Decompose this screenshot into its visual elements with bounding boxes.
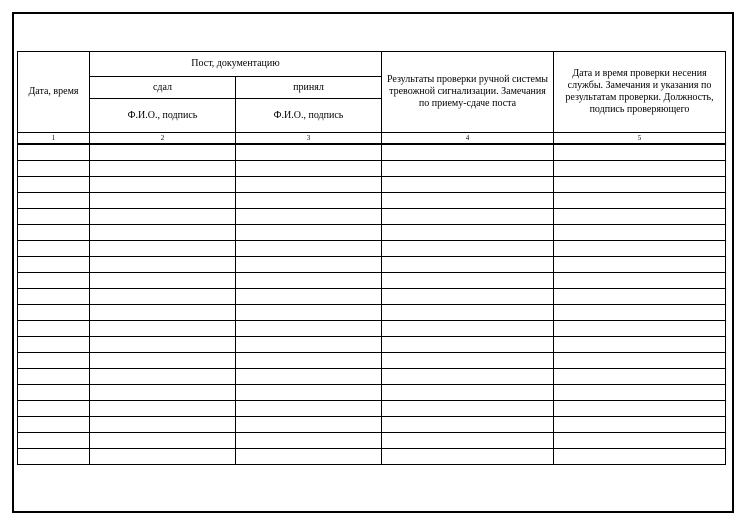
table-row <box>18 385 726 401</box>
table-cell[interactable] <box>382 257 554 273</box>
table-cell[interactable] <box>18 177 90 193</box>
handed-fio-label: Ф.И.О., подпись <box>127 109 198 121</box>
table-cell[interactable] <box>382 353 554 369</box>
table-cell[interactable] <box>382 337 554 353</box>
table-cell[interactable] <box>90 289 236 305</box>
table-row <box>18 433 726 449</box>
table-cell[interactable] <box>382 369 554 385</box>
table-cell[interactable] <box>236 241 382 257</box>
table-cell[interactable] <box>90 257 236 273</box>
table-row <box>18 353 726 369</box>
table-cell[interactable] <box>90 241 236 257</box>
column-number: 3 <box>236 133 382 145</box>
duty-log-table <box>17 51 726 465</box>
table-cell[interactable] <box>90 401 236 417</box>
column-number: 4 <box>382 133 554 145</box>
table-cell[interactable] <box>554 401 726 417</box>
table-cell[interactable] <box>18 225 90 241</box>
table-cell[interactable] <box>554 144 726 161</box>
date-time-header <box>18 52 90 133</box>
table-cell[interactable] <box>554 369 726 385</box>
table-cell[interactable] <box>554 305 726 321</box>
table-cell[interactable] <box>554 337 726 353</box>
table-cell[interactable] <box>554 209 726 225</box>
check-results-header <box>382 52 554 133</box>
table-cell[interactable] <box>382 449 554 465</box>
table-row <box>18 417 726 433</box>
table-cell[interactable] <box>90 177 236 193</box>
table-cell[interactable] <box>382 305 554 321</box>
received-header <box>236 77 382 99</box>
table-cell[interactable] <box>18 417 90 433</box>
table-cell[interactable] <box>236 257 382 273</box>
table-cell[interactable] <box>90 144 236 161</box>
table-cell[interactable] <box>18 305 90 321</box>
table-cell[interactable] <box>90 161 236 177</box>
received-fio-label: Ф.И.О., подпись <box>273 109 344 121</box>
table-cell[interactable] <box>382 241 554 257</box>
table-cell[interactable] <box>90 337 236 353</box>
table-cell[interactable] <box>554 321 726 337</box>
table-cell[interactable] <box>554 417 726 433</box>
table-cell[interactable] <box>236 449 382 465</box>
header-row-1 <box>18 52 726 77</box>
table-cell[interactable] <box>554 273 726 289</box>
table-cell[interactable] <box>90 193 236 209</box>
table-cell[interactable] <box>236 385 382 401</box>
table-cell[interactable] <box>382 225 554 241</box>
table-cell[interactable] <box>236 401 382 417</box>
column-number: 1 <box>18 133 90 145</box>
table-cell[interactable] <box>554 385 726 401</box>
table-cell[interactable] <box>382 161 554 177</box>
table-cell[interactable] <box>236 433 382 449</box>
table-cell[interactable] <box>236 369 382 385</box>
table-cell[interactable] <box>18 321 90 337</box>
table-cell[interactable] <box>382 177 554 193</box>
inspection-header <box>554 52 726 133</box>
table-cell[interactable] <box>554 353 726 369</box>
table-cell[interactable] <box>18 337 90 353</box>
table-cell[interactable] <box>554 161 726 177</box>
table-row <box>18 209 726 225</box>
table-cell[interactable] <box>18 209 90 225</box>
table-cell[interactable] <box>236 273 382 289</box>
table-cell[interactable] <box>18 257 90 273</box>
table-cell[interactable] <box>236 209 382 225</box>
table-cell[interactable] <box>236 161 382 177</box>
table-cell[interactable] <box>382 193 554 209</box>
table-cell[interactable] <box>18 161 90 177</box>
table-row <box>18 193 726 209</box>
handed-header <box>90 77 236 99</box>
table-cell[interactable] <box>18 385 90 401</box>
handed-label: сдал <box>152 81 173 93</box>
post-docs-label: Пост, документацию <box>191 58 280 69</box>
table-cell[interactable] <box>90 353 236 369</box>
table-cell[interactable] <box>382 321 554 337</box>
table-row <box>18 369 726 385</box>
table-cell[interactable] <box>90 305 236 321</box>
table-cell[interactable] <box>236 225 382 241</box>
date-time-label: Дата, время <box>28 86 79 97</box>
table-row <box>18 289 726 305</box>
column-number: 2 <box>90 133 236 145</box>
table-cell[interactable] <box>236 144 382 161</box>
table-cell[interactable] <box>90 209 236 225</box>
table-cell[interactable] <box>90 273 236 289</box>
table-cell[interactable] <box>554 449 726 465</box>
table-row <box>18 161 726 177</box>
table-cell[interactable] <box>554 193 726 209</box>
check-results-label: Результаты проверки ручной системы тревожной сигнализации. Замечания по приему-сдаче поста <box>386 74 549 109</box>
table-cell[interactable] <box>90 417 236 433</box>
table-cell[interactable] <box>90 449 236 465</box>
table-cell[interactable] <box>382 433 554 449</box>
table-row <box>18 144 726 161</box>
table-cell[interactable] <box>382 385 554 401</box>
table-cell[interactable] <box>236 417 382 433</box>
handed-fio-header <box>90 99 236 133</box>
table-cell[interactable] <box>18 401 90 417</box>
table-cell[interactable] <box>90 321 236 337</box>
table-row <box>18 241 726 257</box>
column-number: 5 <box>554 133 726 145</box>
table-cell[interactable] <box>236 193 382 209</box>
table-cell[interactable] <box>236 289 382 305</box>
table-row <box>18 337 726 353</box>
table-cell[interactable] <box>554 225 726 241</box>
table-cell[interactable] <box>18 449 90 465</box>
table-cell[interactable] <box>90 225 236 241</box>
table-cell[interactable] <box>90 369 236 385</box>
received-label: принял <box>293 81 324 93</box>
table-row <box>18 321 726 337</box>
table-cell[interactable] <box>554 433 726 449</box>
table-row <box>18 257 726 273</box>
table-row <box>18 273 726 289</box>
table-cell[interactable] <box>382 417 554 433</box>
table-cell[interactable] <box>382 289 554 305</box>
table-cell[interactable] <box>554 257 726 273</box>
table-cell[interactable] <box>236 353 382 369</box>
post-docs-header <box>90 52 382 77</box>
table-cell[interactable] <box>90 385 236 401</box>
table-cell[interactable] <box>236 337 382 353</box>
table-cell[interactable] <box>18 273 90 289</box>
table-cell[interactable] <box>554 177 726 193</box>
table-cell[interactable] <box>18 289 90 305</box>
table-row <box>18 401 726 417</box>
table-row <box>18 225 726 241</box>
received-fio-header <box>236 99 382 133</box>
table-cell[interactable] <box>90 433 236 449</box>
table-row <box>18 177 726 193</box>
table-cell[interactable] <box>554 241 726 257</box>
inspection-label: Дата и время проверки несения службы. Замечания и указания по результатам проверки. Должность, подпись проверяющего <box>565 68 714 115</box>
table-cell[interactable] <box>18 369 90 385</box>
table-row <box>18 449 726 465</box>
table-cell[interactable] <box>382 209 554 225</box>
table-cell[interactable] <box>18 353 90 369</box>
column-number-row <box>18 133 726 145</box>
table-cell[interactable] <box>18 193 90 209</box>
table-cell[interactable] <box>18 241 90 257</box>
table-cell[interactable] <box>236 305 382 321</box>
table-cell[interactable] <box>18 433 90 449</box>
table-cell[interactable] <box>382 144 554 161</box>
table-cell[interactable] <box>382 401 554 417</box>
table-row <box>18 305 726 321</box>
table-cell[interactable] <box>236 177 382 193</box>
table-cell[interactable] <box>382 273 554 289</box>
table-cell[interactable] <box>18 144 90 161</box>
table-cell[interactable] <box>236 321 382 337</box>
table-cell[interactable] <box>554 289 726 305</box>
